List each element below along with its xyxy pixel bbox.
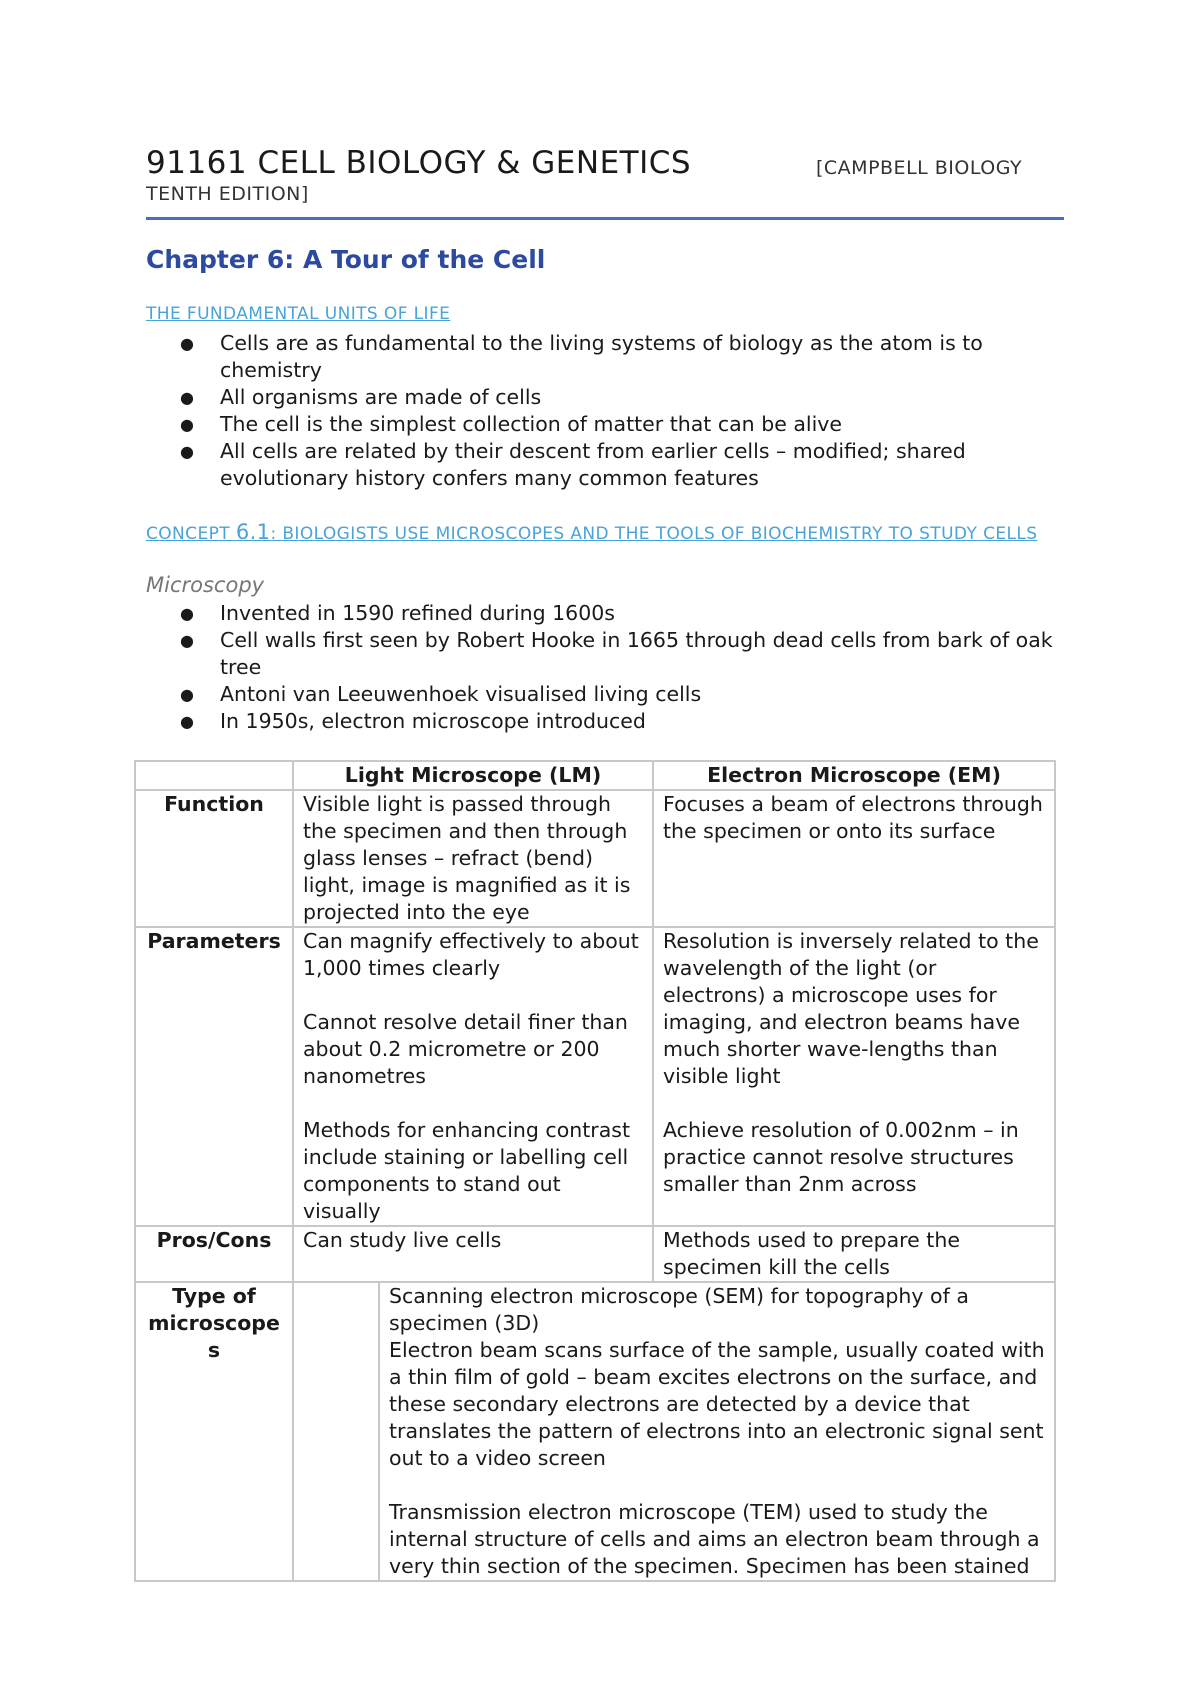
row-label-types: Type of microscope s — [135, 1282, 293, 1581]
header-divider — [146, 217, 1064, 220]
row-label-function: Function — [135, 790, 293, 927]
list-item: ● In 1950s, electron microscope introduced — [180, 709, 646, 733]
bullet-icon: ● — [180, 631, 194, 650]
cell-lm-parameters: Can magnify effectively to about 1,000 times clearly Cannot resolve detail finer than about 0.2 micrometre or 200 nanometres Methods for enhancing contrast include staining or labelling cell components to stand out visually — [293, 927, 653, 1226]
cell-lm-function: Visible light is passed through the specimen and then through glass lenses – refract (bend) light, image is magnified as it is projected into the eye — [293, 790, 653, 927]
textbook-edition: TENTH EDITION] — [146, 183, 309, 205]
cell-em-parameters: Resolution is inversely related to the wavelength of the light (or electrons) a microscope uses for imaging, and electron beams have much shorter wave-lengths than visible light Achieve resolution of 0.002nm – in practice cannot resolve structures smaller than 2nm across — [653, 927, 1055, 1226]
subheading-microscopy: Microscopy — [146, 573, 265, 597]
list-item: ● All organisms are made of cells — [180, 385, 542, 409]
bullet-icon: ● — [180, 442, 194, 461]
section-heading-concept-6-1[interactable]: CONCEPT 6.1: BIOLOGISTS USE MICROSCOPES AND THE TOOLS OF BIOCHEMISTRY TO STUDY CELLS — [146, 520, 1038, 544]
bullet-icon: ● — [180, 388, 194, 407]
list-item: ● The cell is the simplest collection of matter that can be alive — [180, 412, 843, 436]
header-electron-microscope: Electron Microscope (EM) — [653, 761, 1055, 790]
cell-em-pros-cons: Methods used to prepare the specimen kill the cells — [653, 1226, 1055, 1282]
table-header-row — [135, 761, 1055, 790]
microscope-comparison-table — [134, 760, 1056, 1582]
list-item: ● Invented in 1590 refined during 1600s — [180, 601, 615, 625]
header-light-microscope: Light Microscope (LM) — [293, 761, 653, 790]
bullet-icon: ● — [180, 415, 194, 434]
list-item: ● Cells are as fundamental to the living systems of biology as the atom is to chemistry — [180, 331, 983, 382]
textbook-reference: [CAMPBELL BIOLOGY — [816, 157, 1023, 179]
cell-lm-types — [293, 1282, 379, 1581]
page-header — [146, 145, 1064, 205]
bullet-icon: ● — [180, 604, 194, 623]
table-corner-cell — [135, 761, 293, 790]
cell-em-function: Focuses a beam of electrons through the specimen or onto its surface — [653, 790, 1055, 927]
list-item: ● All cells are related by their descent from earlier cells – modified; shared evolutionary history confers many common features — [180, 439, 966, 490]
table-row — [135, 790, 1055, 927]
section-heading-fundamental-units[interactable]: THE FUNDAMENTAL UNITS OF LIFE — [146, 304, 451, 324]
bullet-icon: ● — [180, 712, 194, 731]
course-title: 91161 CELL BIOLOGY & GENETICS — [146, 145, 692, 181]
row-label-parameters: Parameters — [135, 927, 293, 1226]
table-row — [135, 927, 1055, 1226]
chapter-title: Chapter 6: A Tour of the Cell — [146, 245, 546, 274]
list-item: ● Cell walls first seen by Robert Hooke in 1665 through dead cells from bark of oak tree — [180, 628, 1053, 679]
bullet-list-microscopy — [146, 600, 1066, 735]
row-label-pros-cons: Pros/Cons — [135, 1226, 293, 1282]
bullet-icon: ● — [180, 685, 194, 704]
bullet-icon: ● — [180, 334, 194, 353]
cell-em-types: Scanning electron microscope (SEM) for topography of a specimen (3D) Electron beam scans surface of the sample, usually coated with a thin film of gold – beam excites electrons on the surface, and these secondary electrons are detected by a device that translates the pattern of electrons into an electronic signal sent out to a video screen Transmission electron microscope (TEM) used to study the internal structure of cells and aims an electron beam through a very thin section of the specimen. Specimen has been stained — [379, 1282, 1055, 1581]
table-row — [135, 1282, 1055, 1581]
table-row — [135, 1226, 1055, 1282]
cell-lm-pros-cons: Can study live cells — [293, 1226, 653, 1282]
list-item: ● Antoni van Leeuwenhoek visualised living cells — [180, 682, 702, 706]
bullet-list-fundamental-units — [146, 330, 1066, 492]
